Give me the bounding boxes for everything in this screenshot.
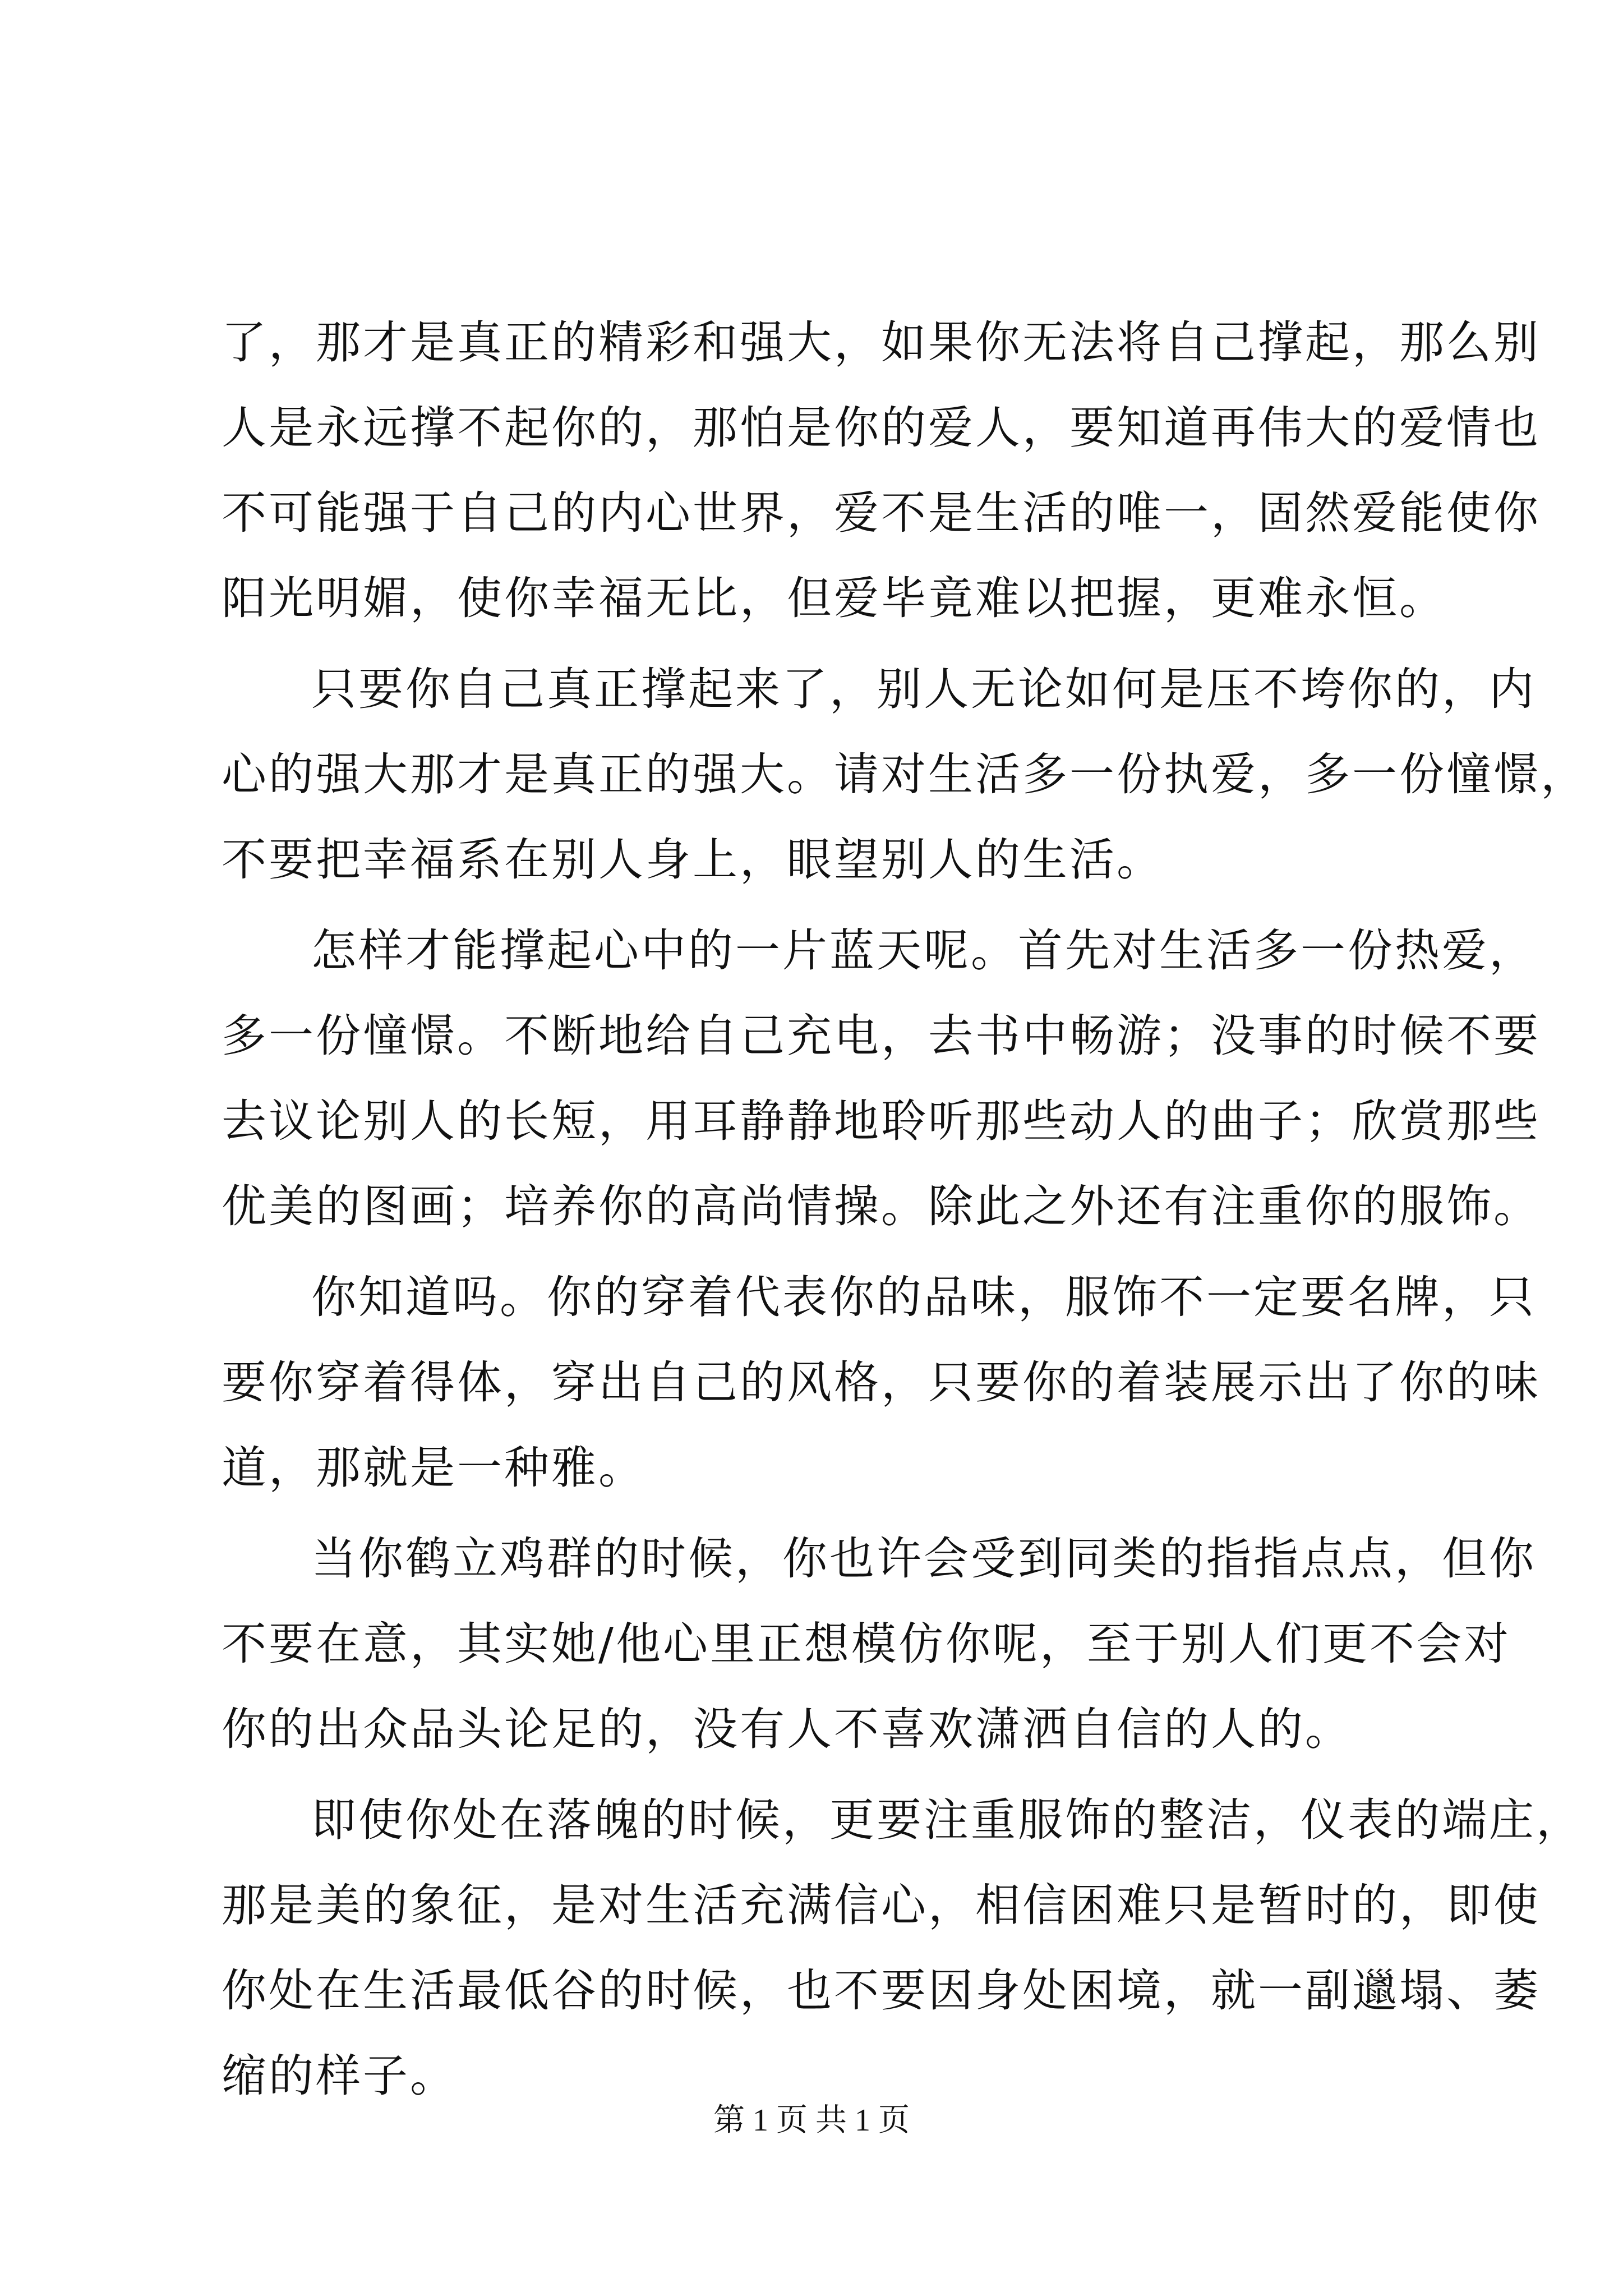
text-line: 道，那就是一种雅。 <box>222 1442 645 1494</box>
text-line: 缩的样子。 <box>222 2050 457 2102</box>
text-line: 即使你处在落魄的时候，更要注重服饰的整洁，仪表的端庄， <box>311 1794 1583 1846</box>
document-body <box>222 300 1588 2119</box>
paragraph <box>222 1778 1583 2119</box>
text-line: 只要你自己真正撑起来了，别人无论如何是压不垮你的，内 <box>311 663 1536 715</box>
text-line: 去议论别人的长短，用耳静静地聆听那些动人的曲子；欣赏那些 <box>222 1095 1541 1147</box>
text-line: 那是美的象征，是对生活充满信心，相信困难只是暂时的，即使 <box>222 1879 1541 1931</box>
text-line: 不可能强于自己的内心世界，爱不是生活的唯一，固然爱能使你 <box>222 487 1541 539</box>
text-line: 了，那才是真正的精彩和强大，如果你无法将自己撑起，那么别 <box>222 316 1541 369</box>
text-line: 不要把幸福系在别人身上，眼望别人的生活。 <box>222 834 1164 886</box>
text-line: 不要在意，其实她/他心里正想模仿你呢，至于别人们更不会对 <box>222 1618 1511 1670</box>
text-line: 怎样才能撑起心中的一片蓝天呢。首先对生活多一份热爱， <box>311 924 1536 977</box>
text-line: 你处在生活最低谷的时候，也不要因身处困境，就一副邋塌、萎 <box>222 1964 1541 2017</box>
text-line: 人是永远撑不起你的，那怕是你的爱人，要知道再伟大的爱情也 <box>222 402 1541 454</box>
text-line: 当你鹤立鸡群的时候，你也许会受到同类的指指点点，但你 <box>311 1533 1536 1585</box>
paragraph <box>222 908 1541 1249</box>
text-line: 要你穿着得体，穿出自己的风格，只要你的着装展示出了你的味 <box>222 1356 1541 1409</box>
paragraph <box>222 1255 1541 1511</box>
text-line: 多一份憧憬。不断地给自己充电，去书中畅游；没事的时候不要 <box>222 1010 1541 1062</box>
text-line: 你的出众品头论足的，没有人不喜欢潇洒自信的人的。 <box>222 1703 1352 1755</box>
paragraph <box>222 1516 1536 1772</box>
text-line: 阳光明媚，使你幸福无比，但爱毕竟难以把握，更难永恒。 <box>222 572 1446 624</box>
text-line: 优美的图画；培养你的高尚情操。除此之外还有注重你的服饰。 <box>222 1180 1541 1232</box>
page-number-footer: 第 1 页 共 1 页 <box>713 2103 910 2138</box>
text-line: 心的强大那才是真正的强大。请对生活多一份执爱，多一份憧憬， <box>222 748 1588 800</box>
text-line: 你知道吗。你的穿着代表你的品味，服饰不一定要名牌，只 <box>311 1271 1536 1323</box>
paragraph <box>222 300 1541 641</box>
paragraph <box>222 647 1588 903</box>
